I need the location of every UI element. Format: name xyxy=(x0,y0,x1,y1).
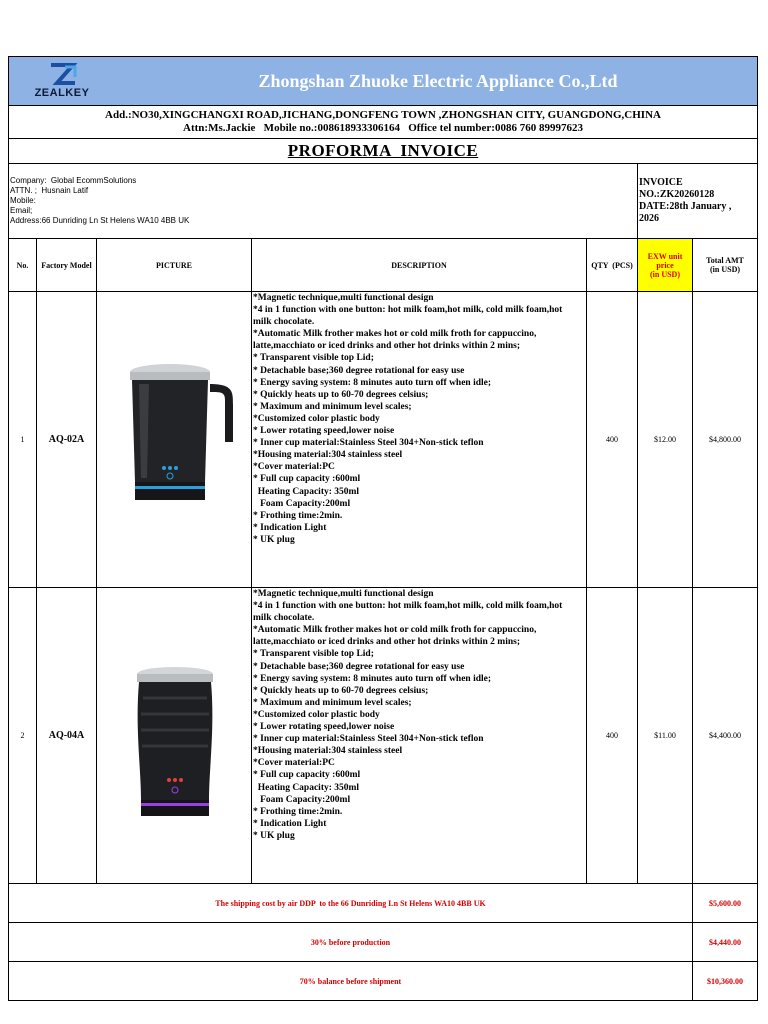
description-line: *Customized color plastic body xyxy=(253,413,380,424)
deposit-label: 30% before production xyxy=(9,923,693,962)
invoice-date-year: 2026 xyxy=(639,213,659,224)
deposit-amount: $4,440.00 xyxy=(693,923,758,962)
logo-wordmark: ZEALKEY xyxy=(34,87,90,99)
description-line: *4 in 1 function with one button: hot milk foam,hot milk, cold milk foam,hot xyxy=(253,601,563,612)
item-qty: 400 xyxy=(587,292,638,588)
col-header-picture: PICTURE xyxy=(97,239,252,292)
item-total: $4,400.00 xyxy=(693,588,758,884)
item-no: 1 xyxy=(9,292,37,588)
description-line: * Frothing time:2min. xyxy=(253,806,343,817)
description-line: latte,macchiato or iced drinks and other hot drinks within 2 mins; xyxy=(253,637,520,648)
balance-amount: $10,360.00 xyxy=(693,962,758,1001)
milk-frother-handle-icon xyxy=(97,292,252,582)
company-logo xyxy=(21,63,103,101)
col-header-description: DESCRIPTION xyxy=(252,239,587,292)
description-line: *Magnetic technique,multi functional design xyxy=(253,293,434,303)
customer-attn: ATTN. ; Husnain Latif xyxy=(10,186,89,195)
customer-address: Address:66 Dunriding Ln St Helens WA10 4BB UK xyxy=(10,216,190,225)
description-line: * Detachable base;360 degree rotational for easy use xyxy=(253,365,465,376)
contact-line: Attn:Ms.Jackie Mobile no.:008618933306164 Office tel number:0086 760 89997623 xyxy=(183,122,583,134)
description-line: * Quickly heats up to 60-70 degrees celsius; xyxy=(253,389,429,400)
invoice-number: NO.:ZK20260128 xyxy=(639,189,715,200)
description-line: latte,macchiato or iced drinks and other hot drinks within 2 mins; xyxy=(253,341,520,352)
unit-price-label-2: price xyxy=(656,260,674,270)
customer-mobile: Mobile: xyxy=(10,196,36,205)
document-title xyxy=(9,139,758,164)
customer-company: Company: Global EcommSolutions xyxy=(10,176,137,185)
item-picture xyxy=(97,588,252,884)
description-line: * Detachable base;360 degree rotational for easy use xyxy=(253,661,465,672)
company-address-block xyxy=(9,106,758,139)
table-row xyxy=(9,588,758,884)
description-line: * Frothing time:2min. xyxy=(253,510,343,521)
description-line: * Lower rotating speed,lower noise xyxy=(253,426,395,437)
description-line: * Transparent visible top Lid; xyxy=(253,649,374,660)
item-total: $4,800.00 xyxy=(693,292,758,588)
description-line: * Inner cup material:Stainless Steel 304+Non-stick teflon xyxy=(253,734,484,745)
description-line: * Indication Light xyxy=(253,522,327,533)
description-line: *Automatic Milk frother makes hot or cold milk froth for cappuccino, xyxy=(253,625,537,636)
invoice-date: DATE:28th January , xyxy=(639,201,732,212)
invoice-info xyxy=(638,164,758,239)
company-name: Zhongshan Zhuoke Electric Appliance Co.,Ltd xyxy=(258,71,618,91)
description-line: * Transparent visible top Lid; xyxy=(253,353,374,364)
item-qty: 400 xyxy=(587,588,638,884)
item-description xyxy=(252,588,587,884)
description-line: * Lower rotating speed,lower noise xyxy=(253,722,395,733)
description-line: *Housing material:304 stainless steel xyxy=(253,746,403,757)
description-line: *4 in 1 function with one button: hot milk foam,hot milk, cold milk foam,hot xyxy=(253,305,563,316)
total-label-1: Total AMT xyxy=(706,256,744,265)
description-line: *Housing material:304 stainless steel xyxy=(253,450,403,461)
description-line: * Maximum and minimum level scales; xyxy=(253,401,412,412)
invoice-table xyxy=(8,56,758,1001)
item-unit-price: $12.00 xyxy=(638,292,693,588)
item-model: AQ-04A xyxy=(37,588,97,884)
zealkey-logo-icon xyxy=(47,63,79,87)
description-line: *Magnetic technique,multi functional design xyxy=(253,589,434,599)
unit-price-label-1: EXW unit xyxy=(647,251,683,261)
item-unit-price: $11.00 xyxy=(638,588,693,884)
description-line: *Automatic Milk frother makes hot or cold milk froth for cappuccino, xyxy=(253,329,537,340)
description-line: Heating Capacity: 350ml xyxy=(253,486,360,497)
item-description xyxy=(252,292,587,588)
unit-price-label-3: (in USD) xyxy=(649,269,680,279)
description-line: * Inner cup material:Stainless Steel 304+Non-stick teflon xyxy=(253,438,484,449)
title-text: PROFORMA INVOICE xyxy=(287,141,479,160)
description-line: Foam Capacity:200ml xyxy=(253,498,351,509)
table-row xyxy=(9,292,758,588)
company-header xyxy=(9,57,758,106)
col-header-total xyxy=(693,239,758,292)
description-line: * Full cup capacity :600ml xyxy=(253,474,361,485)
description-line: * UK plug xyxy=(253,830,295,841)
item-picture xyxy=(97,292,252,588)
description-line: * Maximum and minimum level scales; xyxy=(253,697,412,708)
shipping-cost-label: The shipping cost by air DDP to the 66 Dunriding Ln St Helens WA10 4BB UK xyxy=(9,884,693,923)
summary-row xyxy=(9,962,758,1001)
item-model: AQ-02A xyxy=(37,292,97,588)
description-line: * UK plug xyxy=(253,534,295,545)
item-no: 2 xyxy=(9,588,37,884)
invoice-label: INVOICE xyxy=(639,177,683,188)
col-header-no: No. xyxy=(9,239,37,292)
milk-frother-ribbed-icon xyxy=(97,588,252,878)
total-label-2: (in USD) xyxy=(710,265,741,274)
description-line: milk chocolate. xyxy=(253,317,315,328)
description-line: * Energy saving system: 8 minutes auto turn off when idle; xyxy=(253,377,492,388)
description-line: * Indication Light xyxy=(253,818,327,829)
col-header-model: Factory Model xyxy=(37,239,97,292)
description-line: *Customized color plastic body xyxy=(253,709,380,720)
description-line: milk chocolate. xyxy=(253,613,315,624)
summary-row xyxy=(9,923,758,962)
description-line: Foam Capacity:200ml xyxy=(253,794,351,805)
description-line: *Cover material:PC xyxy=(253,462,335,473)
shipping-cost-amount: $5,600.00 xyxy=(693,884,758,923)
description-line: * Energy saving system: 8 minutes auto turn off when idle; xyxy=(253,673,492,684)
col-header-unit-price xyxy=(638,239,693,292)
customer-info xyxy=(9,164,638,239)
summary-row xyxy=(9,884,758,923)
description-line: *Cover material:PC xyxy=(253,758,335,769)
balance-label: 70% balance before shipment xyxy=(9,962,693,1001)
customer-email: Email; xyxy=(10,206,33,215)
col-header-qty: QTY (PCS) xyxy=(587,239,638,292)
description-line: Heating Capacity: 350ml xyxy=(253,782,360,793)
invoice-sheet xyxy=(8,56,757,1001)
description-line: * Quickly heats up to 60-70 degrees celsius; xyxy=(253,685,429,696)
description-line: * Full cup capacity :600ml xyxy=(253,770,361,781)
address-line: Add.:NO30,XINGCHANGXI ROAD,JICHANG,DONGFENG TOWN ,ZHONGSHAN CITY, GUANGDONG,CHINA xyxy=(105,109,661,121)
